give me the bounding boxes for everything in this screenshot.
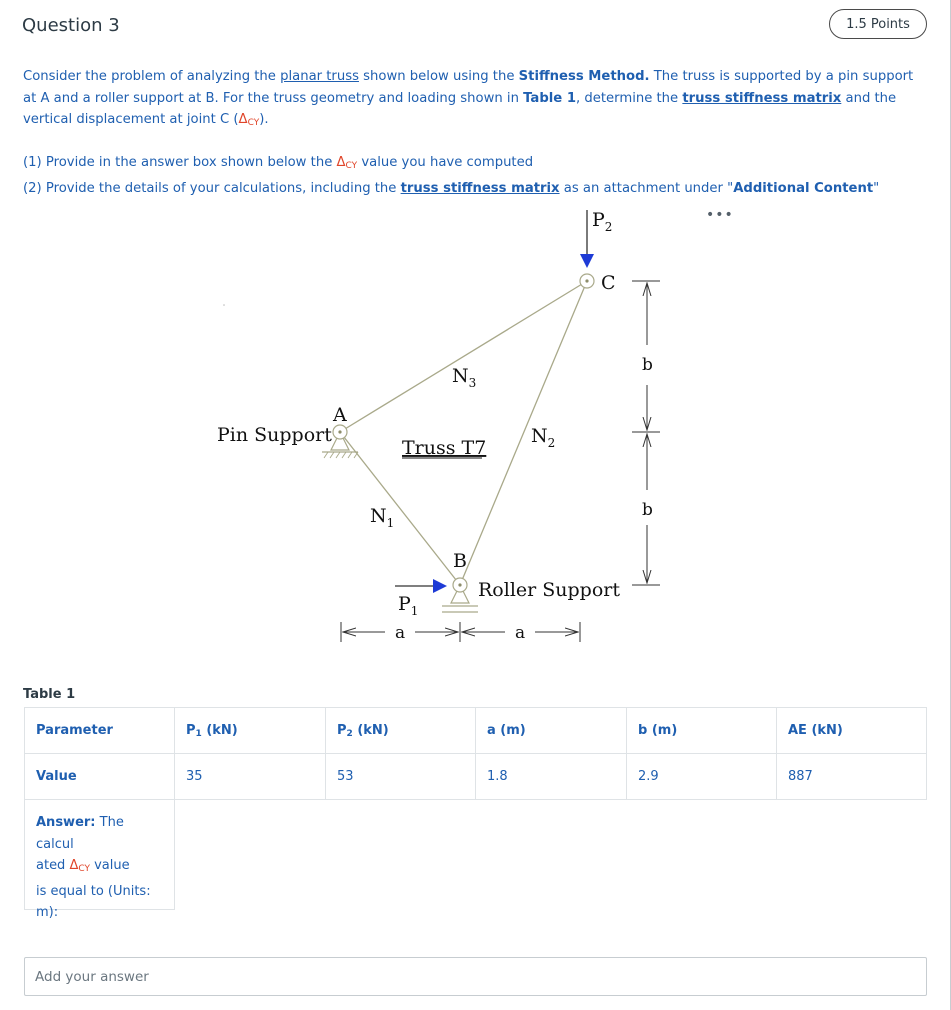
text: value you have computed	[357, 155, 534, 170]
text: ).	[259, 112, 269, 127]
member-n2	[460, 281, 587, 585]
load-p1-arrow-icon	[395, 579, 447, 593]
delta-subscript: CY	[345, 161, 358, 171]
n1-symbol: N	[370, 505, 387, 527]
term-planar-truss: planar truss	[280, 69, 359, 84]
member-n1-label	[370, 505, 394, 530]
p1-symbol: P	[186, 722, 196, 738]
text: The calcul	[36, 815, 124, 852]
text: m):	[36, 905, 59, 920]
joint-c-icon	[580, 274, 594, 288]
delta-symbol: Δ	[69, 858, 79, 873]
header-cell-parameter: Parameter	[25, 708, 175, 754]
text: (2) Provide the details of your calculations, including the	[23, 180, 401, 196]
p1-unit: (kN)	[201, 722, 238, 738]
value-cell-label: Value	[25, 754, 175, 800]
p2-symbol: P	[592, 209, 605, 231]
text: ated	[36, 858, 70, 873]
ellipsis-icon[interactable]: •••	[706, 207, 734, 223]
stray-dot	[223, 304, 225, 306]
truss-diagram	[0, 200, 951, 660]
n2-subscript: 2	[547, 436, 556, 450]
delta-cy-symbol	[69, 858, 90, 873]
dimension-b-bottom: b	[642, 500, 653, 520]
text: Consider the problem of analyzing the	[23, 69, 281, 84]
truss-name-label: Truss T7	[402, 437, 487, 459]
n1-subscript: 1	[386, 516, 395, 530]
header-cell-p1	[175, 708, 326, 754]
dimension-b-top: b	[642, 355, 653, 375]
roller-support-label: Roller Support	[478, 579, 620, 601]
instructions-text	[23, 152, 923, 199]
text: and the vertical displacement at joint C (	[23, 90, 897, 127]
p1-symbol: P	[398, 593, 411, 615]
question-text	[23, 66, 923, 135]
text: (1) Provide in the answer box shown below the	[23, 155, 337, 170]
header-cell-p2	[326, 708, 476, 754]
term-truss-stiffness-matrix: truss stiffness matrix	[400, 180, 560, 196]
text: as an attachment under "	[559, 180, 734, 196]
value-cell-ae: 887	[777, 754, 927, 800]
value-cell-b: 2.9	[627, 754, 777, 800]
joint-c-label: C	[601, 272, 616, 294]
term-table-1: Table 1	[523, 90, 576, 106]
text: is equal to (Units:	[36, 883, 151, 899]
roller-support-icon	[442, 578, 478, 612]
parameters-table	[24, 707, 927, 800]
p2-subscript: 2	[604, 220, 613, 234]
table-value-row	[25, 754, 927, 800]
dimension-a-right: a	[515, 623, 526, 643]
p1-subscript: 1	[410, 604, 419, 618]
n3-subscript: 3	[468, 376, 477, 390]
points-badge: 1.5 Points	[829, 9, 927, 39]
n2-symbol: N	[531, 425, 548, 447]
delta-symbol: Δ	[238, 112, 248, 127]
term-additional-content: Additional Content	[733, 180, 874, 196]
member-n3	[340, 281, 587, 432]
text: "	[873, 180, 880, 196]
delta-symbol: Δ	[336, 155, 346, 170]
value-cell-p2: 53	[326, 754, 476, 800]
joint-a-label: A	[333, 404, 347, 426]
text: shown below using the	[358, 69, 519, 84]
load-p2-label	[592, 209, 612, 234]
p2-symbol: P	[337, 722, 347, 738]
delta-cy-symbol	[239, 112, 260, 127]
dimension-a-left: a	[395, 623, 406, 643]
delta-subscript: CY	[78, 864, 90, 874]
answer-prompt	[24, 799, 175, 920]
n3-symbol: N	[452, 365, 469, 387]
dimension-horizontal	[341, 622, 580, 642]
value-cell-p1: 35	[175, 754, 326, 800]
answer-label: Answer:	[36, 815, 96, 830]
term-stiffness-method: Stiffness Method.	[518, 69, 650, 84]
p1-subscript: 1	[195, 728, 202, 739]
answer-input[interactable]	[24, 957, 927, 996]
table-header-row	[25, 708, 927, 754]
delta-subscript: CY	[247, 118, 260, 128]
p2-subscript: 2	[346, 728, 353, 739]
header-cell-a: a (m)	[476, 708, 627, 754]
pin-support-label: Pin Support	[217, 424, 332, 446]
joint-b-label: B	[453, 550, 467, 572]
p2-unit: (kN)	[352, 722, 389, 738]
value-cell-a: 1.8	[476, 754, 627, 800]
table-label: Table 1	[23, 687, 76, 702]
text: The truss is supported by a pin support at A and a roller support at B. For the truss geometry and loading shown in	[23, 69, 914, 106]
header-cell-ae: AE (kN)	[777, 708, 927, 754]
term-truss-stiffness-matrix: truss stiffness matrix	[682, 90, 842, 106]
member-n2-label	[531, 425, 555, 450]
load-p1-label	[398, 593, 418, 618]
text: value	[89, 858, 130, 873]
text: , determine the	[576, 90, 683, 106]
delta-cy-symbol	[337, 155, 358, 170]
question-title: Question 3	[22, 15, 120, 36]
dimension-vertical	[632, 281, 660, 585]
header-cell-b: b (m)	[627, 708, 777, 754]
member-n3-label	[452, 365, 476, 390]
